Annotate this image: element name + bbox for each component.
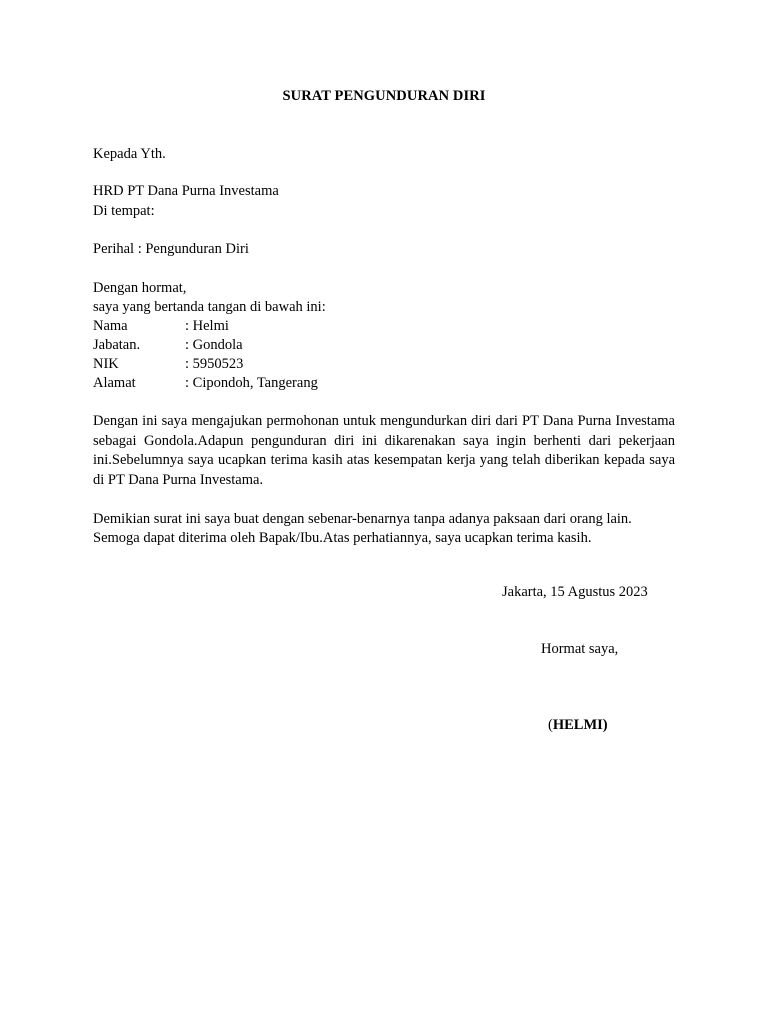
signatory-open-paren: (: [548, 717, 553, 733]
field-row-jabatan: [93, 336, 243, 355]
field-value: : Cipondoh, Tangerang: [185, 375, 318, 391]
field-row-nama: [93, 317, 229, 336]
field-value: : Gondola: [185, 337, 243, 353]
field-value: : 5950523: [185, 356, 244, 372]
letter-title: SURAT PENGUNDURAN DIRI: [282, 88, 486, 104]
greeting: Dengan hormat,: [93, 280, 187, 296]
body-paragraph: Dengan ini saya mengajukan permohonan untuk mengundurkan diri dari PT Dana Purna Investama sebagai Gondola.Adapun pengunduran diri ini dikarenakan saya ingin berhenti dari pekerjaan ini.Sebelumnya saya ucapkan terima kasih atas kesempatan kerja yang telah diberikan kepada saya di PT Dana Purna Investama.: [93, 413, 675, 488]
closing-paragraph-line-1: Demikian surat ini saya buat dengan sebenar-benarnya tanpa adanya paksaan dari orang lain.: [93, 511, 632, 527]
closing-paragraph-line-2: Semoga dapat diterima oleh Bapak/Ibu.Atas perhatiannya, saya ucapkan terima kasih.: [93, 530, 592, 546]
subject-line: Perihal : Pengunduran Diri: [93, 241, 249, 257]
signatory-name: [548, 717, 608, 734]
intro-line: saya yang bertanda tangan di bawah ini:: [93, 299, 326, 315]
field-label: Jabatan.: [93, 337, 141, 353]
place-date: Jakarta, 15 Agustus 2023: [502, 584, 648, 600]
field-label: Alamat: [93, 375, 136, 391]
signatory-name-text: HELMI): [552, 717, 608, 733]
field-row-nik: [93, 355, 243, 374]
salutation-to: Kepada Yth.: [93, 146, 166, 162]
recipient-place: Di tempat:: [93, 203, 155, 219]
field-label: Nama: [93, 318, 128, 334]
field-row-alamat: [93, 374, 318, 393]
field-value: : Helmi: [185, 318, 229, 334]
closing-phrase: Hormat saya,: [541, 641, 619, 657]
recipient: HRD PT Dana Purna Investama: [93, 183, 279, 199]
field-label: NIK: [93, 356, 119, 372]
